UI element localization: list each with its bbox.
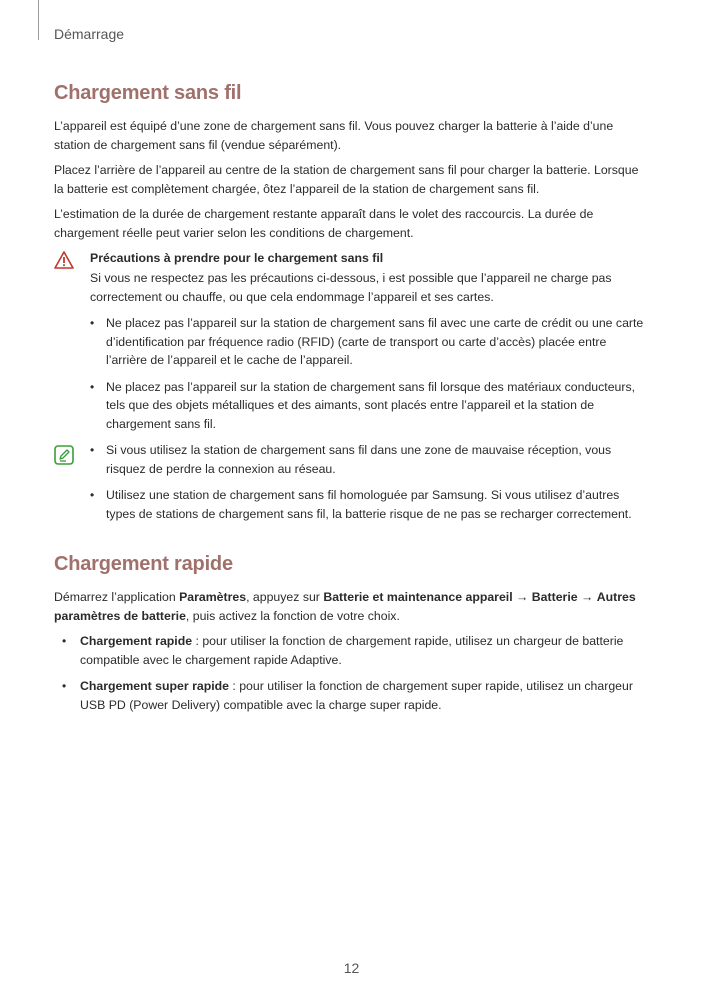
list-item: • Utilisez une station de chargement sans fil homologuée par Samsung. Si vous utilisez d’autres types de stations de chargement sans fil, la batterie risque de ne pas se recharger correctement. — [90, 488, 632, 521]
list-item: • Si vous utilisez la station de chargement sans fil dans une zone de mauvaise réception, vous risquez de perdre la connexion au réseau. — [90, 443, 612, 476]
warning-triangle-icon — [54, 251, 74, 269]
caution-title: Précautions à prendre pour le chargement sans fil — [90, 251, 384, 265]
running-header: Démarrage — [54, 26, 125, 42]
note-pencil-icon — [54, 445, 74, 465]
page-content — [54, 82, 650, 722]
page-number: 12 — [343, 960, 360, 976]
caution-list — [90, 314, 650, 433]
margin-rule — [38, 0, 39, 40]
list-item: • Chargement super rapide : pour utiliser la fonction de chargement super rapide, utilisez un chargeur USB PD (Power Delivery) compatible avec la charge super rapide. — [62, 679, 633, 712]
section-title-wireless: Chargement sans fil — [54, 82, 242, 104]
list-item: • Chargement rapide : pour utiliser la fonction de chargement rapide, utilisez un chargeur de batterie compatible avec le chargement rapide Adaptive. — [62, 634, 624, 667]
notice-block — [54, 441, 650, 523]
caution-intro: Si vous ne respectez pas les précautions ci-dessous, i est possible que l’appareil ne charge pas correctement ou chauffe, ou que cela endommage l’appareil et ses cartes. — [90, 271, 612, 304]
list-item: • Ne placez pas l’appareil sur la station de chargement sans fil lorsque des matériaux conducteurs, tels que des objets métalliques et des aimants, sont placés entre l’appareil et la station de chargement sans fil. — [90, 379, 636, 431]
paragraph: Démarrez l’application Paramètres, appuyez sur Batterie et maintenance appareil → Batterie → Autres paramètres de batterie, puis activez la fonction de votre choix. — [54, 590, 636, 623]
paragraph: Placez l’arrière de l’appareil au centre de la station de chargement sans fil pour charger la batterie. Lorsque la batterie est complètement chargée, ôtez l’appareil de la station de chargement sans fil. — [54, 163, 639, 196]
caution-block — [54, 249, 650, 433]
paragraph: L’appareil est équipé d’une zone de chargement sans fil. Vous pouvez charger la batterie à l’aide d’une station de chargement sans fil (vendue séparément). — [54, 119, 614, 152]
list-item: • Ne placez pas l’appareil sur la station de chargement sans fil avec une carte de crédit ou une carte d’identification par fréquence radio (RFID) (carte de transport ou carte d’accès) placée entre l’arrière de l’appareil et le cache de l’appareil. — [90, 316, 644, 367]
fast-charge-list — [54, 632, 650, 714]
notice-list — [90, 441, 650, 523]
paragraph: L’estimation de la durée de chargement restante apparaît dans le volet des raccourcis. La durée de chargement réelle peut varier selon les conditions de chargement. — [54, 207, 594, 240]
section-title-fast: Chargement rapide — [54, 553, 233, 575]
